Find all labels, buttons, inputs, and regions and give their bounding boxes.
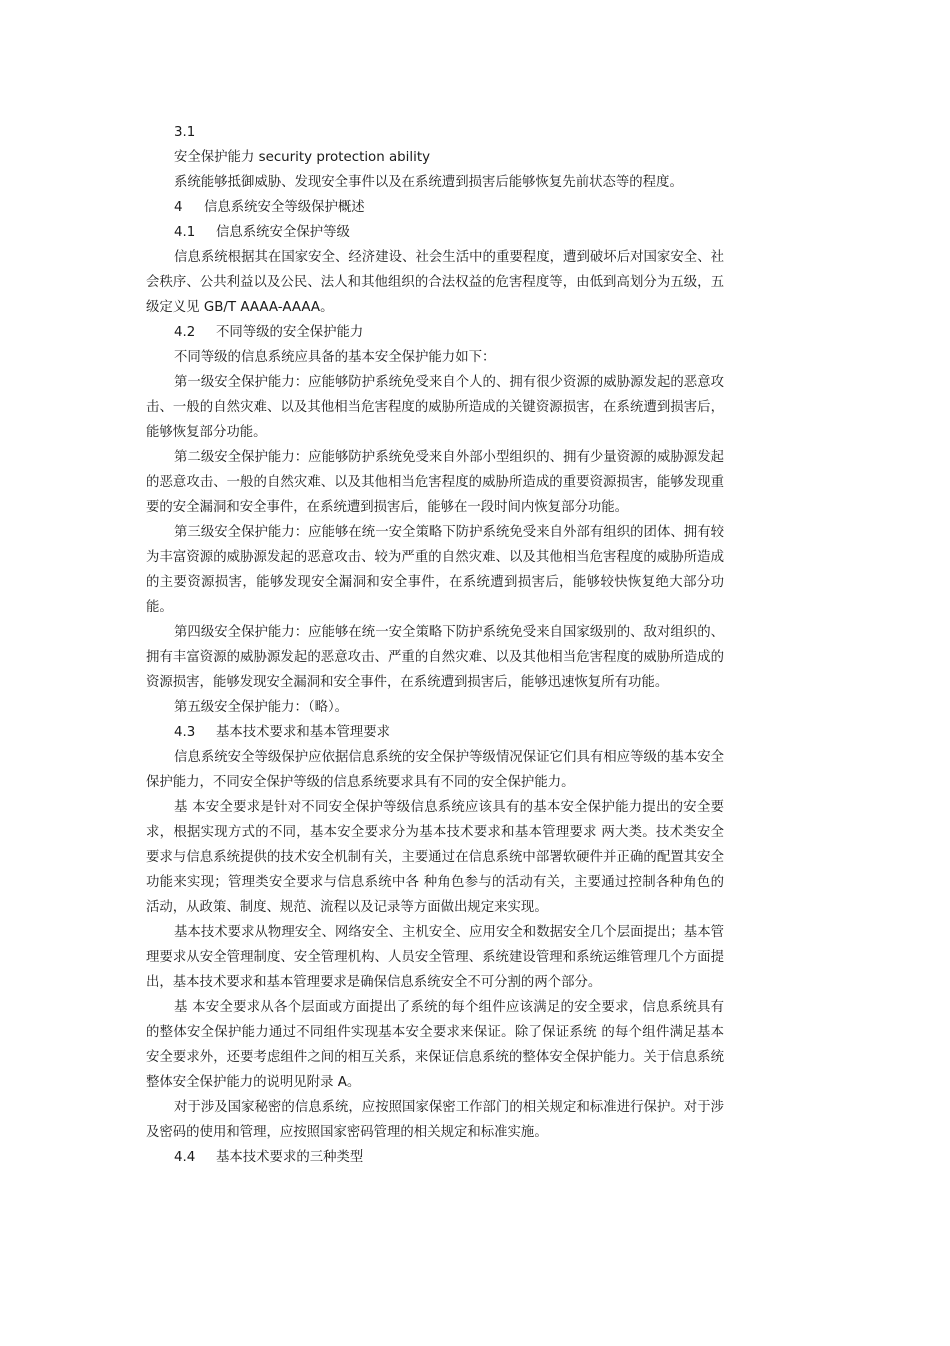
paragraph: 第二级安全保护能力：应能够防护系统免受来自外部小型组织的、拥有少量资源的威胁源发起的恶意攻击、一般的自然灾难、以及其他相当危害程度的威胁所造成的重要资源损害，能够发现重要的安全漏洞和安全事件，在系统遭到损害后，能够在一段时间内恢复部分功能。 <box>146 450 724 515</box>
paragraph: 不同等级的信息系统应具备的基本安全保护能力如下： <box>174 350 496 365</box>
section-number: 4 <box>174 200 183 215</box>
subsection-title: 不同等级的安全保护能力 <box>216 325 364 340</box>
term-definition: 系统能够抵御威胁、发现安全事件以及在系统遭到损害后能够恢复先前状态等的程度。 <box>174 175 683 190</box>
subsection-number: 4.2 <box>174 325 196 340</box>
paragraph: 对于涉及国家秘密的信息系统，应按照国家保密工作部门的相关规定和标准进行保护。对于涉及密码的使用和管理，应按照国家密码管理的相关规定和标准实施。 <box>146 1100 724 1140</box>
section-heading <box>146 195 724 220</box>
term-title: 安全保护能力 security protection ability <box>174 150 431 165</box>
paragraph: 基本技术要求从物理安全、网络安全、主机安全、应用安全和数据安全几个层面提出；基本管理要求从安全管理制度、安全管理机构、人员安全管理、系统建设管理和系统运维管理几个方面提出，基本技术要求和基本管理要求是确保信息系统安全不可分割的两个部分。 <box>146 925 724 990</box>
subsection-number: 4.4 <box>174 1150 196 1165</box>
paragraph: 基 本安全要求从各个层面或方面提出了系统的每个组件应该满足的安全要求，信息系统具有的整体安全保护能力通过不同组件实现基本安全要求来保证。除了保证系统 的每个组件满足基本安全要求外，还要考虑组件之间的相互关系，来保证信息系统的整体安全保护能力。关于信息系统整体安全保护能力的说明见附录 A。 <box>146 1000 724 1090</box>
clause-number: 3.1 <box>174 125 196 140</box>
paragraph: 基 本安全要求是针对不同安全保护等级信息系统应该具有的基本安全保护能力提出的安全要求，根据实现方式的不同，基本安全要求分为基本技术要求和基本管理要求 两大类。技术类安全要求与信息系统提供的技术安全机制有关，主要通过在信息系统中部署软硬件并正确的配置其安全功能来实现；管理类安全要求与信息系统中各 种角色参与的活动有关，主要通过控制各种角色的活动，从政策、制度、规范、流程以及记录等方面做出规定来实现。 <box>146 800 724 915</box>
subsection-number: 4.3 <box>174 725 196 740</box>
document-page <box>146 120 724 1170</box>
subsection-title: 信息系统安全保护等级 <box>216 225 350 240</box>
section-title: 信息系统安全等级保护概述 <box>204 200 365 215</box>
subsection-title: 基本技术要求和基本管理要求 <box>216 725 391 740</box>
subsection-heading <box>146 320 724 345</box>
subsection-heading <box>146 720 724 745</box>
subsection-heading <box>146 220 724 245</box>
subsection-number: 4.1 <box>174 225 196 240</box>
paragraph: 第一级安全保护能力：应能够防护系统免受来自个人的、拥有很少资源的威胁源发起的恶意攻击、一般的自然灾难、以及其他相当危害程度的威胁所造成的关键资源损害，在系统遭到损害后，能够恢复部分功能。 <box>146 375 724 440</box>
paragraph: 第五级安全保护能力：（略）。 <box>174 700 349 715</box>
paragraph: 信息系统根据其在国家安全、经济建设、社会生活中的重要程度，遭到破坏后对国家安全、社会秩序、公共利益以及公民、法人和其他组织的合法权益的危害程度等，由低到高划分为五级，五级定义见 GB/T AAAA-AAAA。 <box>146 250 724 315</box>
paragraph: 第三级安全保护能力：应能够在统一安全策略下防护系统免受来自外部有组织的团体、拥有较为丰富资源的威胁源发起的恶意攻击、较为严重的自然灾难、以及其他相当危害程度的威胁所造成的主要资源损害，能够发现安全漏洞和安全事件，在系统遭到损害后，能够较快恢复绝大部分功能。 <box>146 525 724 615</box>
paragraph: 第四级安全保护能力：应能够在统一安全策略下防护系统免受来自国家级别的、敌对组织的、拥有丰富资源的威胁源发起的恶意攻击、严重的自然灾难、以及其他相当危害程度的威胁所造成的资源损害，能够发现安全漏洞和安全事件，在系统遭到损害后，能够迅速恢复所有功能。 <box>146 625 724 690</box>
paragraph: 信息系统安全等级保护应依据信息系统的安全保护等级情况保证它们具有相应等级的基本安全保护能力，不同安全保护等级的信息系统要求具有不同的安全保护能力。 <box>146 750 724 790</box>
subsection-title: 基本技术要求的三种类型 <box>216 1150 364 1165</box>
subsection-heading <box>146 1145 724 1170</box>
